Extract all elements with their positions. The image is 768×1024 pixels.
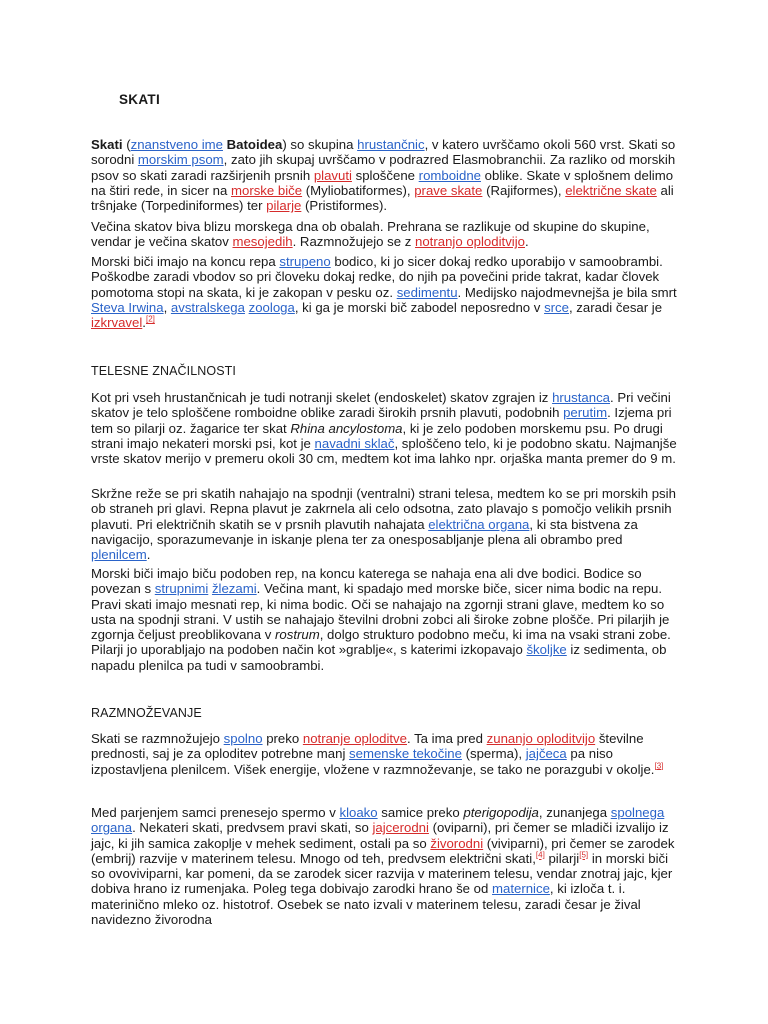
- term-rhina-ancylostoma: Rhina ancylostoma: [290, 420, 403, 436]
- link-elektricna-organa[interactable]: električna organa: [428, 516, 530, 532]
- link-jajcerodni[interactable]: jajcerodni: [372, 820, 429, 836]
- link-zoologa[interactable]: zoologa: [248, 299, 295, 315]
- gills-paragraph: Skržne reže se pri skatih nahajajo na spodnji (ventralni) strani telesa, medtem ko se pri morskih psih ob straneh pri glavi. Repna plavut je zakrnela ali celo odsotna, zato plavajo s pomočjo velikih prsnih plavuti. Pri električnih skatih se v prsnih plavutih nahajata električna organa, ki sta bistvena za navigacijo, sporazumevanje in iskanje plena ter za onesposabljanje plena ali obrambo pred plenilcem.: [91, 486, 676, 563]
- link-plenilcem[interactable]: plenilcem: [91, 547, 147, 563]
- link-semenske-tekocine[interactable]: semenske tekočine: [349, 746, 462, 762]
- link-strupeno[interactable]: strupeno: [279, 254, 331, 269]
- link-hrustanca[interactable]: hrustanca: [552, 390, 610, 405]
- link-zivorodni[interactable]: živorodni: [430, 835, 484, 851]
- term-pterigopodija: pterigopodija: [463, 805, 539, 820]
- link-znanstveno-ime[interactable]: znanstveno ime: [130, 137, 223, 152]
- link-notranje-oploditve[interactable]: notranje oploditve: [302, 731, 407, 746]
- term-rostrum: rostrum: [275, 627, 320, 643]
- intro-paragraph: Skati (znanstveno ime Batoidea) so skupina hrustančnic, v katero uvrščamo okoli 560 vrst. Skati so sorodni morskim psom, zato jih skupaj uvrščamo v podrazred Elasmobranchii. Za razliko od morskih psov so skati zaradi razširjenih prsnih plavuti sploščene romboidne oblike. Skate v splošnem delimo na štiri rede, in sicer na morske biče (Myliobatiformes), prave skate (Rajiformes), električne skate ali trŝnjake (Torpediniformes) ter pilarje (Pristiformes).: [91, 137, 676, 214]
- link-strupnimi[interactable]: strupnimi: [154, 581, 209, 597]
- link-navadni-sklac[interactable]: navadni sklač: [314, 435, 395, 451]
- term-skati: Skati: [91, 137, 123, 152]
- link-morskim-psom[interactable]: morskim psom: [137, 152, 224, 168]
- link-srce[interactable]: srce: [544, 299, 569, 315]
- link-perutim[interactable]: perutim: [563, 405, 608, 421]
- citation-4[interactable]: [4]: [535, 850, 545, 860]
- link-romboidne[interactable]: romboidne: [418, 167, 481, 183]
- link-plavuti[interactable]: plavuti: [313, 167, 352, 183]
- link-zlezami[interactable]: žlezami: [211, 581, 257, 597]
- tail-paragraph: Morski biči imajo biču podoben rep, na koncu katerega se nahaja ena ali dve bodici. Bodice so povezan s strupnimi žlezami. Večina mant, ki spadajo med morske biče, sicer nima bodic na repu. Pravi skati imajo mesnati rep, ki nima bodic. Oči se nahajajo na zgornji strani glave, medtem ko so usta na spodnji strani. V ustih se nahajajo številni drobni zobci ali široke zobne plošče. Pri pilarjih je zgornja čeljust preoblikovana v rostrum, dolgo strukturo podobno meču, ki ima na vsaki strani zobe. Pilarji jo uporabljajo na podoben način kot »grablje«, s katerimi izkopavajo školjke iz sedimenta, ob napadu plenilca pa tudi v samoobrambi.: [91, 566, 671, 673]
- link-hrustancnic[interactable]: hrustančnic: [357, 137, 425, 152]
- link-izkrvavel[interactable]: izkrvavel: [91, 315, 143, 331]
- link-skoljke[interactable]: školjke: [526, 642, 567, 658]
- link-elektricne-skate[interactable]: električne skate: [565, 182, 657, 198]
- link-spolno[interactable]: spolno: [223, 731, 263, 746]
- mating-paragraph: Med parjenjem samci prenesejo spermo v kloako samice preko pterigopodija, zunanjega spolnega organa. Nekateri skati, predvsem pravi skati, so jajcerodni (oviparni), pri čemer se mladiči izvalijo iz jajc, ki jih samica zakoplje v mehek sediment, ostali pa so živorodni (viviparni), pri čemer se zarodek (embrij) razvije v materinem telesu. Mnogo od teh, predvsem električni skati,[4] pilarji[5] in morski biči so ovoviviparni, kar pomeni, da se zarodek sicer razvija v materinem telesu, vendar znotraj jajc, kjer dobiva hrano iz rumenjaka. Poleg tega dobivajo zarodki hrano še od maternice, ki izloča t. i. materinično mleko oz. histotrof. Osebek se nato izvali v materinem telesu, zaradi česar je žival navidezno živorodna: [91, 805, 675, 928]
- diet-paragraph: Večina skatov biva blizu morskega dna ob obalah. Prehrana se razlikuje od skupine do skupine, vendar je večina skatov mesojedih. Razmnožujejo se z notranjo oploditvijo.: [91, 219, 650, 250]
- citation-2[interactable]: [2]: [145, 314, 155, 324]
- link-jajceca[interactable]: jajčeca: [525, 746, 567, 762]
- link-notranjo-oploditvijo[interactable]: notranjo oploditvijo: [415, 234, 525, 250]
- citation-3[interactable]: [3]: [654, 761, 664, 771]
- reproduction-paragraph: Skati se razmnožujejo spolno preko notranje oploditve. Ta ima pred zunanjo oploditvijo številne prednosti, saj je za oploditev potrebne manj semenske tekočine (sperma), jajčeca pa niso izpostavljena plenilcem. Višek energije, vložene v razmnoževanje, se tako ne porazgubi v okolje.[3]: [91, 731, 664, 777]
- link-spolnega-organa[interactable]: spolnega organa: [91, 805, 665, 836]
- link-mesojedih[interactable]: mesojedih: [232, 234, 293, 250]
- page-title: SKATI: [119, 92, 160, 107]
- link-kloako[interactable]: kloako: [339, 805, 378, 820]
- link-sedimentu[interactable]: sedimentu: [396, 284, 458, 300]
- venom-paragraph: Morski biči imajo na koncu repa strupeno bodico, ki jo sicer dokaj redko uporabijo v samoobrambi. Poškodbe zaradi vbodov so pri človeku dokaj redke, do njih pa povečini pride takrat, kadar človek pomotoma stopi na skata, ki je zakopan v pesku oz. sedimentu. Medijsko najodmevnejša je bila smrt Steva Irwina, avstralskega zoologa, ki ga je morski bič zabodel neposredno v srce, zaradi česar je izkrvavel.[2]: [91, 254, 677, 331]
- link-prave-skate[interactable]: prave skate: [414, 182, 483, 198]
- link-pilarje[interactable]: pilarje: [266, 198, 302, 214]
- link-morske-bice[interactable]: morske biče: [231, 182, 303, 198]
- section-heading-razmnozevanje: RAZMNOŽEVANJE: [91, 706, 202, 720]
- term-batoidea: Batoidea: [226, 137, 283, 152]
- link-maternice[interactable]: maternice: [492, 881, 550, 897]
- link-steva-irwina[interactable]: Steva Irwina: [91, 299, 164, 315]
- link-avstralskega[interactable]: avstralskega: [170, 299, 245, 315]
- citation-5[interactable]: [5]: [579, 850, 589, 860]
- link-zunanjo-oploditvijo[interactable]: zunanjo oploditvijo: [486, 731, 596, 746]
- anatomy-paragraph: Kot pri vseh hrustančnicah je tudi notranji skelet (endoskelet) skatov zgrajen iz hrustanca. Pri večini skatov je telo sploščene romboidne oblike zaradi širokih prsnih plavuti, podobnih perutim. Izjema pri tem so pilarji oz. žagarice ter skat Rhina ancylostoma, ki je zelo podoben morskemu psu. Po drugi strani imajo nekateri morski psi, kot je navadni sklač, sploščeno telo, ki je podobno skatu. Najmanjše vrste skatov merijo v premeru okoli 30 cm, medtem kot ima lahko npr. orjaška manta premer do 9 m.: [91, 390, 677, 467]
- section-heading-telesne: TELESNE ZNAČILNOSTI: [91, 364, 236, 378]
